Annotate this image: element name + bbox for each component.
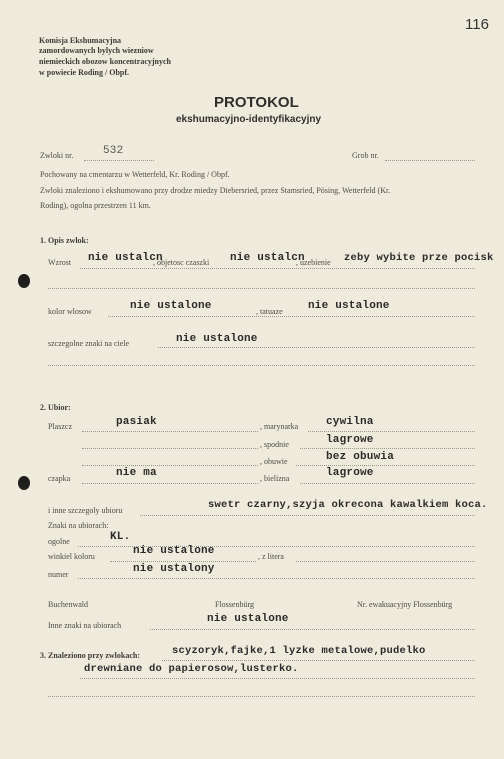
marynarka-line (308, 431, 475, 432)
grob-label: Grob nr. (352, 151, 379, 160)
znaleziono-rule-2 (80, 678, 475, 679)
obuwie-line (296, 465, 475, 466)
litera-line (296, 561, 475, 562)
intro-line-2: Zwloki znaleziono i ekshumowano przy drodze miedzy Diebersried, przez Stamsried, Pösing, Wetterfeld (Kr. (40, 186, 391, 195)
znaki-cialo-line (158, 347, 475, 348)
section-2-heading: 2. Ubior: (40, 403, 71, 412)
inne-znaki-label: Inne znaki na ubiorach (48, 621, 122, 630)
tatuaze-value: nie ustalone (308, 300, 390, 312)
numer-line (78, 578, 475, 579)
bielizna-line (300, 483, 475, 484)
punch-hole-top (18, 274, 30, 288)
inne-ubior-line (140, 515, 475, 516)
numer-label: numer (48, 570, 69, 579)
winkiel-line (110, 561, 256, 562)
wzrost-label: Wzrost (48, 258, 72, 267)
buchenwald-label: Buchenwald (48, 600, 88, 609)
znaleziono-rule-1 (162, 660, 475, 661)
spodnie-line (300, 448, 475, 449)
uzebienie-value: zeby wybite prze pocisk (344, 252, 494, 264)
inne-ubior-value: swetr czarny,szyja okrecona kawalkiem koca. (208, 499, 488, 511)
inne-znaki-line (150, 629, 475, 630)
header-line-1: Komisja Ekshumacyjna (39, 36, 122, 45)
punch-hole-bottom (18, 476, 30, 490)
zwloki-line (84, 160, 154, 161)
znaleziono-line-2: drewniane do papierosow,lusterko. (84, 663, 299, 675)
znaki-cialo-label: szczegolne znaki na ciele (48, 339, 130, 348)
marynarka-value: cywilna (326, 416, 374, 428)
zwloki-label: Zwloki nr. (40, 151, 74, 160)
znaki-cialo-value: nie ustalone (176, 333, 258, 345)
objetosc-label: , objetosc czaszki (153, 258, 210, 267)
czapka-line (82, 483, 258, 484)
numer-value: nie ustalony (133, 563, 215, 575)
znaleziono-line-1: scyzoryk,fajke,1 lyzke metalowe,pudelko (172, 645, 426, 657)
grob-line (385, 160, 475, 161)
header-line-2: zamordowanych bylych wiezniow (39, 46, 154, 55)
marynarka-label: , marynarka (260, 422, 299, 431)
znaki-ubior-label: Znaki na ubiorach: (48, 521, 109, 530)
objetosc-value: nie ustalcn (230, 252, 305, 264)
bielizna-value: lagrowe (326, 467, 374, 479)
bielizna-label: , bielizna (260, 474, 290, 483)
plaszcz-line-2 (82, 448, 258, 449)
inne-ubior-label: i inne szczegoly ubioru (48, 506, 123, 515)
intro-line-3: Roding), ogolna przestrzen 11 km. (40, 201, 151, 210)
czapka-value: nie ma (116, 467, 157, 479)
ogolne-value: KL. (110, 531, 131, 543)
section-1-heading: 1. Opis zwlok: (40, 236, 89, 245)
section-3-heading: 3. Znaleziono przy zwlokach: (40, 651, 140, 660)
plaszcz-label: Plaszcz (48, 422, 72, 431)
header-line-4: w powiecie Roding / Obpf. (39, 68, 130, 77)
spodnie-label: , spodnie (260, 440, 289, 449)
kolor-label: kolor wlosow (48, 307, 92, 316)
ogolne-label: ogolne (48, 537, 70, 546)
ewak-label: Nr. ewakuacyjny Flossenbürg (357, 600, 453, 609)
uzebienie-label: , uzebienie (296, 258, 331, 267)
czapka-label: czapka (48, 474, 71, 483)
wzrost-line (80, 268, 475, 269)
document-subtitle: ekshumacyjno-identyfikacyjny (176, 114, 322, 125)
spodnie-value: lagrowe (326, 434, 374, 446)
header-line-3: niemieckich obozow koncentracyjnych (39, 57, 171, 66)
page-number: 116 (465, 16, 489, 33)
winkiel-value: nie ustalone (133, 545, 215, 557)
litera-label: , z litera (258, 552, 284, 561)
intro-line-1: Pochowany na cmentarzu w Wetterfeld, Kr. Roding / Obpf. (40, 170, 230, 179)
flossenburg-label: Flossenbürg (215, 600, 254, 609)
opis-line-2 (48, 288, 475, 289)
kolor-value: nie ustalone (130, 300, 212, 312)
plaszcz-line-3 (82, 465, 258, 466)
opis-line-5 (48, 365, 475, 366)
tatuaze-label: , tatuaze (256, 307, 283, 316)
zwloki-value: 532 (103, 145, 124, 157)
znaleziono-rule-3 (48, 696, 475, 697)
inne-znaki-value: nie ustalone (207, 613, 289, 625)
kolor-line (108, 316, 475, 317)
obuwie-label: , obuwie (260, 457, 288, 466)
document-title: PROTOKOL (214, 94, 299, 111)
winkiel-label: winkiel koloru (48, 552, 95, 561)
plaszcz-line (82, 431, 258, 432)
obuwie-value: bez obuwia (326, 451, 395, 463)
wzrost-value: nie ustalcn (88, 252, 163, 264)
plaszcz-value: pasiak (116, 416, 157, 428)
